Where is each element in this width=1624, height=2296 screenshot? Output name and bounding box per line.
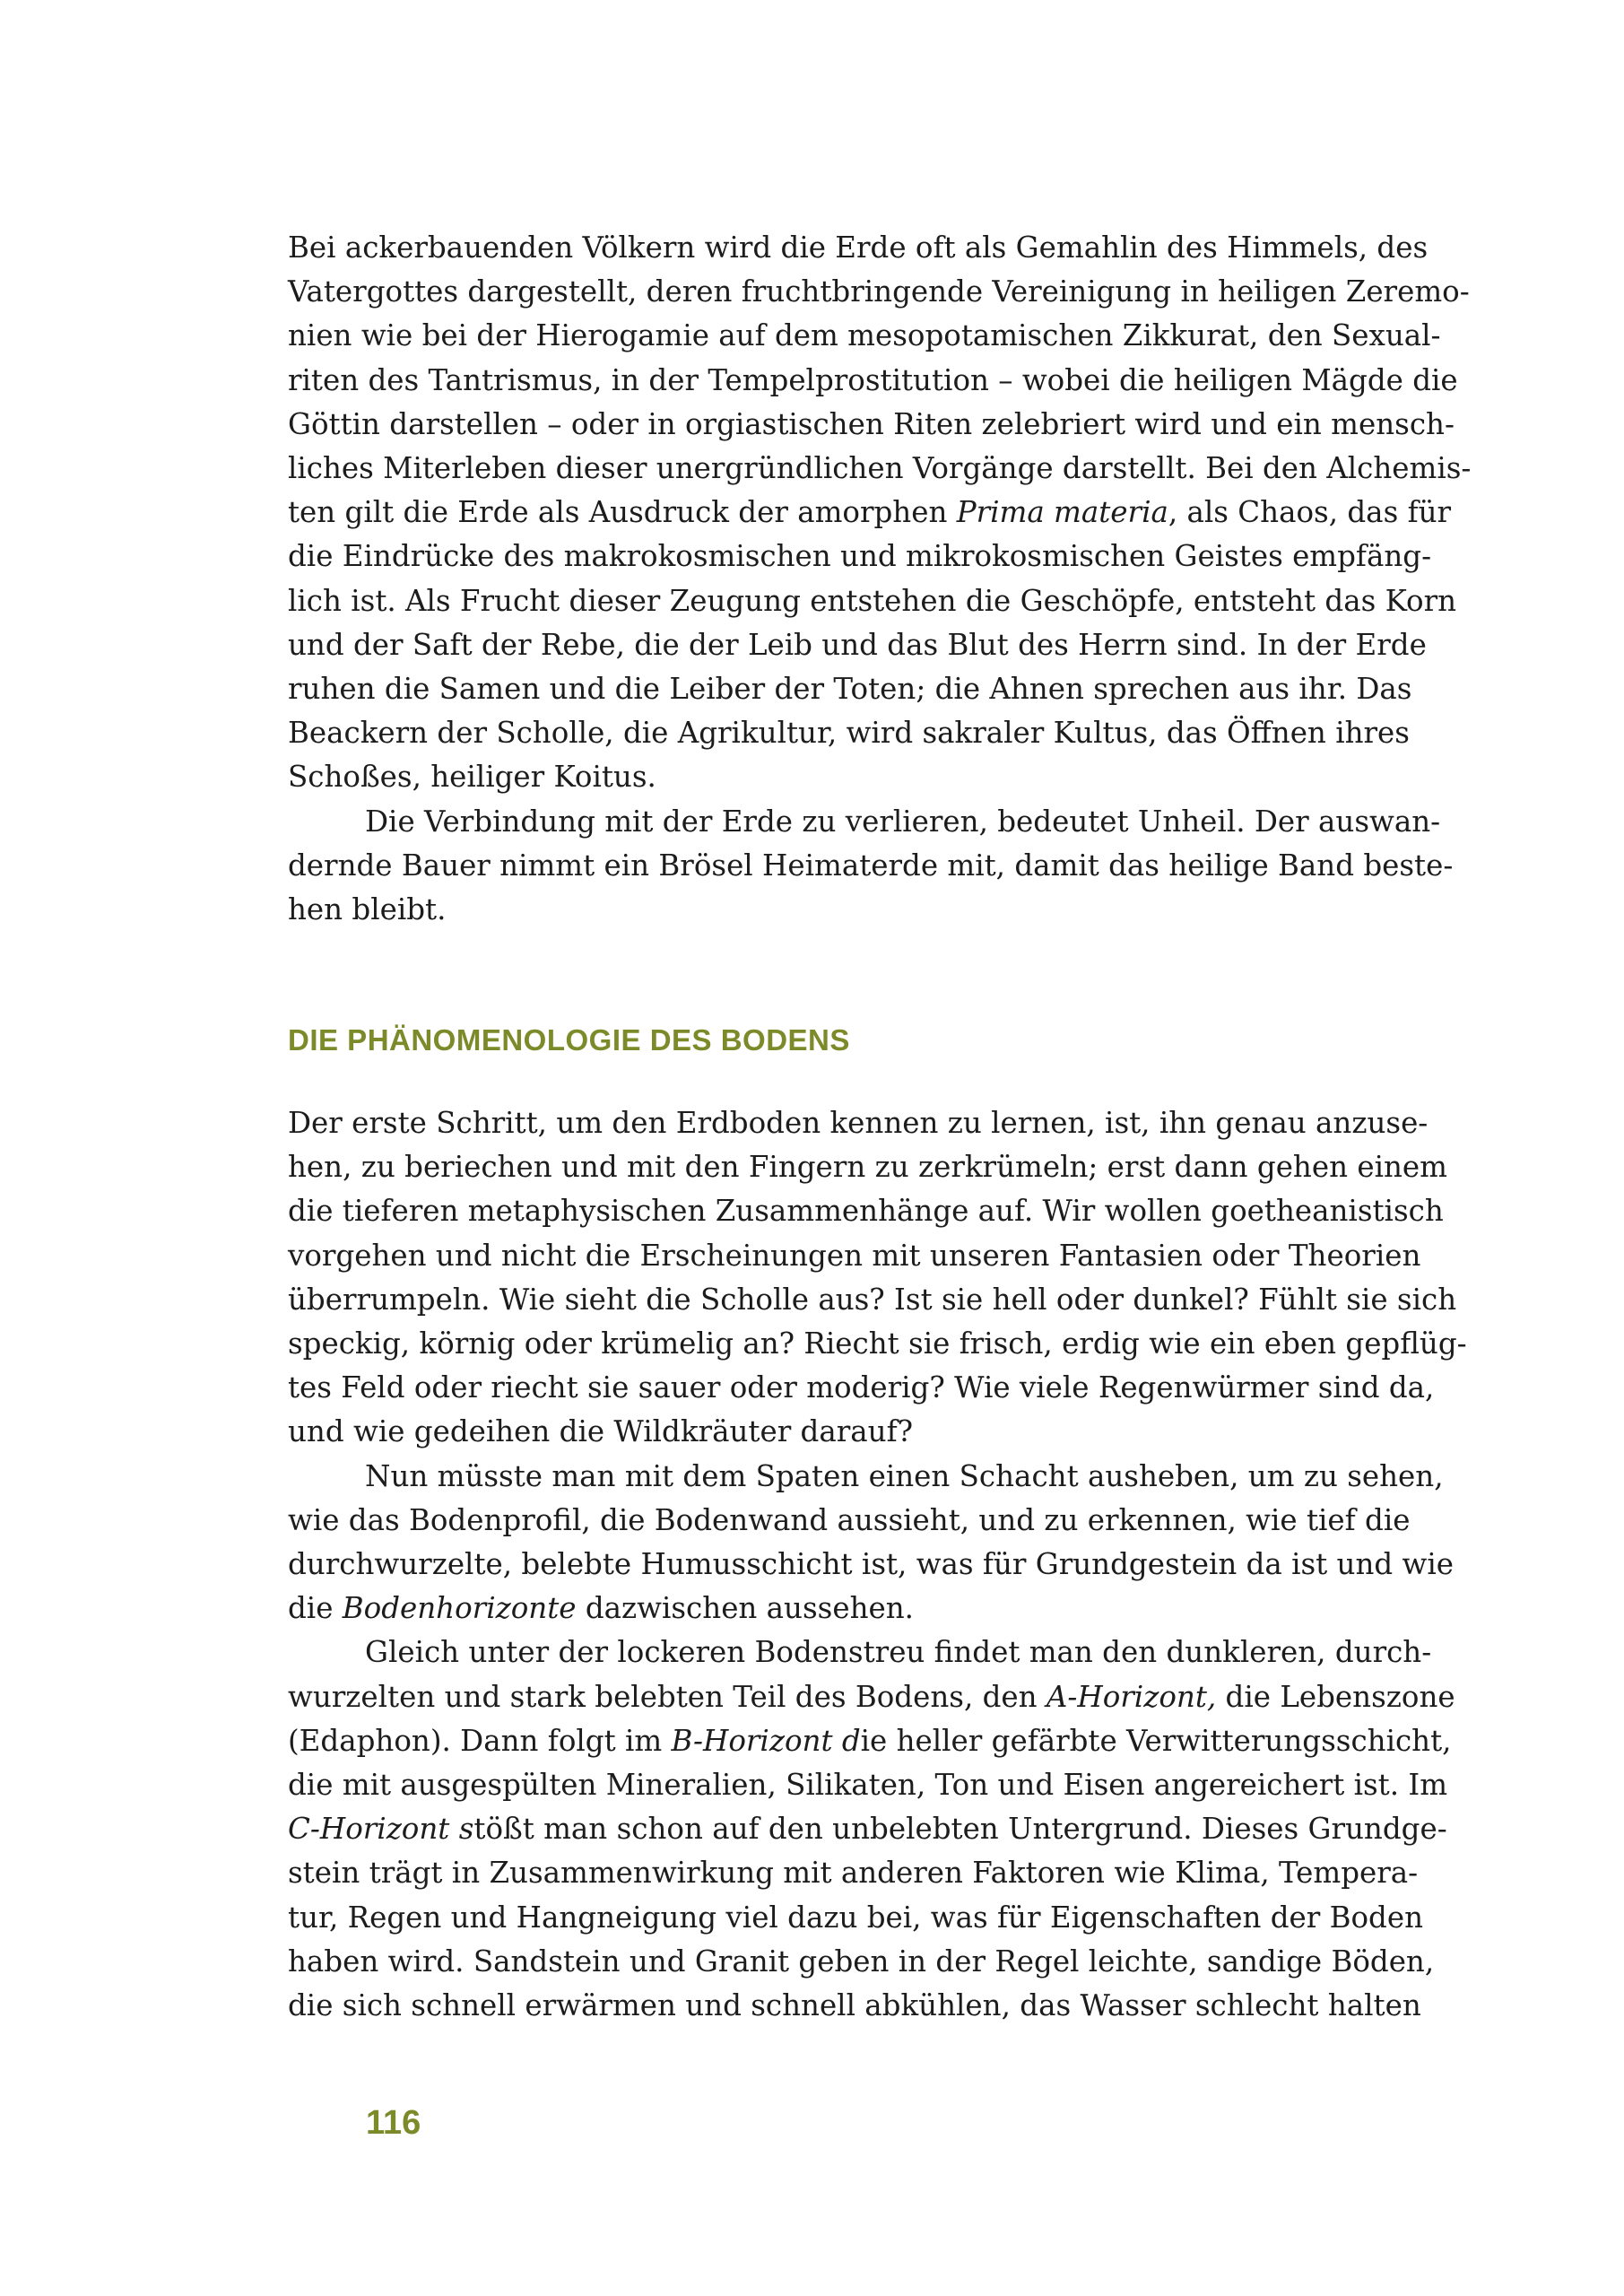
text-line: (Edaphon). Dann folgt im B-Horizont die heller gefärbte Verwitterungsschicht,: [288, 1723, 1452, 1758]
text-line: Die Verbindung mit der Erde zu verlieren, bedeutet Unheil. Der auswan-: [365, 804, 1441, 839]
text-line: Der erste Schritt, um den Erdboden kennen zu lernen, ist, ihn genau anzuse-: [288, 1106, 1429, 1140]
italic-term: B-Horizont d: [671, 1723, 861, 1758]
section-1-text: [288, 226, 1472, 932]
text-line: hen bleibt.: [288, 892, 447, 927]
text-line: die tieferen metaphysischen Zusammenhänge auf. Wir wollen goetheanistisch: [288, 1194, 1444, 1229]
text-line: Gleich unter der lockeren Bodenstreu findet man den dunkleren, durch-: [365, 1635, 1432, 1670]
text-line: durchwurzelte, belebte Humusschicht ist, was für Grundgestein da ist und wie: [288, 1547, 1454, 1582]
text-line: Vatergottes dargestellt, deren fruchtbringende Vereinigung in heiligen Zeremo-: [288, 274, 1470, 309]
text-line: Bei ackerbauenden Völkern wird die Erde oft als Gemahlin des Himmels, des: [288, 230, 1429, 265]
text-line: die Eindrücke des makrokosmischen und mikrokosmischen Geistes empfäng-: [288, 539, 1432, 574]
italic-term: Prima materia: [956, 495, 1168, 530]
text-line: die mit ausgespülten Mineralien, Silikaten, Ton und Eisen angereichert ist. Im: [288, 1768, 1448, 1803]
section-2-text: [288, 1101, 1467, 2028]
text-line: speckig, körnig oder krümelig an? Riecht sie frisch, erdig wie ein eben gepflüg-: [288, 1326, 1467, 1361]
text-line: stein trägt in Zusammenwirkung mit anderen Faktoren wie Klima, Tempera-: [288, 1856, 1419, 1891]
text-line: haben wird. Sandstein und Granit geben in der Regel leichte, sandige Böden,: [288, 1944, 1435, 1979]
italic-term: Bodenhorizonte: [342, 1591, 577, 1626]
paragraph: [288, 1455, 1454, 1631]
text-line: tur, Regen und Hangneigung viel dazu bei, was für Eigenschaften der Boden: [288, 1900, 1424, 1935]
text-line: hen, zu beriechen und mit den Fingern zu zerkrümeln; erst dann gehen einem: [288, 1150, 1447, 1185]
text-line: wie das Bodenprofil, die Bodenwand aussieht, und zu erkennen, wie tief die: [288, 1502, 1411, 1537]
text-line: Beackern der Scholle, die Agrikultur, wird sakraler Kultus, das Öffnen ihres: [288, 716, 1410, 751]
text-line: und wie gedeihen die Wildkräuter darauf?: [288, 1414, 914, 1449]
text-line: Schoßes, heiliger Koitus.: [288, 760, 656, 795]
paragraph: [288, 1101, 1467, 1455]
text-line: ruhen die Samen und die Leiber der Toten; die Ahnen sprechen aus ihr. Das: [288, 672, 1412, 707]
text-line: wurzelten und stark belebten Teil des Bodens, den A-Horizont, die Lebenszone: [288, 1679, 1455, 1714]
text-line: dernde Bauer nimmt ein Brösel Heimaterde mit, damit das heilige Band beste-: [288, 848, 1454, 883]
text-line: die sich schnell erwärmen und schnell abkühlen, das Wasser schlecht halten: [288, 1988, 1421, 2023]
text-line: lich ist. Als Frucht dieser Zeugung entstehen die Geschöpfe, entsteht das Korn: [288, 583, 1457, 618]
text-line: C-Horizont stößt man schon auf den unbelebten Untergrund. Dieses Grundge-: [288, 1812, 1447, 1847]
text-line: nien wie bei der Hierogamie auf dem mesopotamischen Zikkurat, den Sexual-: [288, 318, 1441, 353]
paragraph: [288, 800, 1454, 933]
text-line: ten gilt die Erde als Ausdruck der amorphen Prima materia, als Chaos, das für: [288, 495, 1452, 530]
paragraph: [288, 226, 1472, 800]
italic-term: A-Horizont,: [1046, 1679, 1217, 1714]
paragraph: [288, 1631, 1455, 2028]
text-line: die Bodenhorizonte dazwischen aussehen.: [288, 1591, 915, 1626]
section-heading: DIE PHÄNOMENOLOGIE DES BODENS: [288, 1023, 850, 1057]
text-line: Göttin darstellen – oder in orgiastischen Riten zelebriert wird und ein mensch-: [288, 406, 1455, 441]
text-line: riten des Tantrismus, in der Tempelprostitution – wobei die heiligen Mägde die: [288, 362, 1458, 397]
page-number: 116: [366, 2104, 421, 2142]
text-line: überrumpeln. Wie sieht die Scholle aus? Ist sie hell oder dunkel? Fühlt sie sich: [288, 1282, 1457, 1317]
italic-term: C-Horizont s: [288, 1812, 474, 1847]
text-line: Nun müsste man mit dem Spaten einen Schacht ausheben, um zu sehen,: [365, 1458, 1444, 1493]
text-line: tes Feld oder riecht sie sauer oder moderig? Wie viele Regenwürmer sind da,: [288, 1370, 1435, 1405]
text-line: und der Saft der Rebe, die der Leib und das Blut des Herrn sind. In der Erde: [288, 627, 1427, 662]
text-line: liches Miterleben dieser unergründlichen Vorgänge darstellt. Bei den Alchemis-: [288, 451, 1472, 486]
text-line: vorgehen und nicht die Erscheinungen mit unseren Fantasien oder Theorien: [288, 1238, 1421, 1273]
